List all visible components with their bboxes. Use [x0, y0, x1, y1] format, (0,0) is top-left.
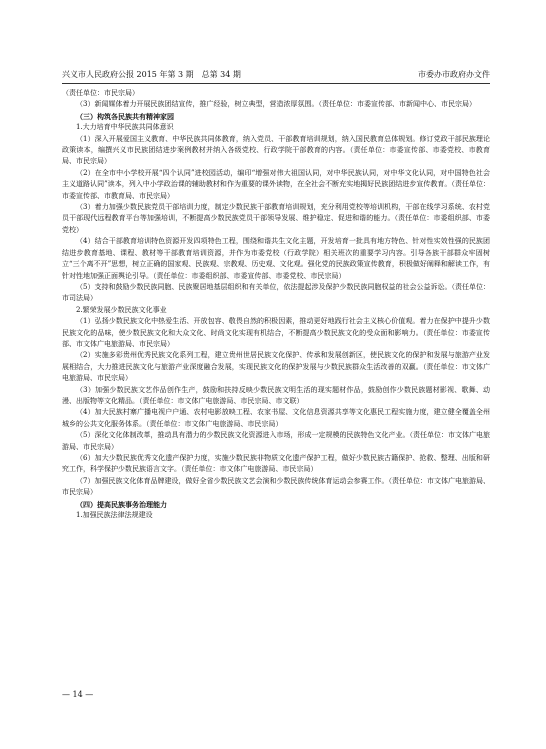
body-paragraph: 2.繁荣发展少数民族文化事业	[76, 305, 167, 314]
body-paragraph: （6）加大少数民族优秀文化遗产保护力度，实施少数民族非物质文化遗产保护工程，做好少数民族古籍保护、抢救、整理、出版和研究工作，科学保护少数民族语言文字。（责任单位：市文体广电旅游局、市民宗局）	[62, 454, 490, 474]
body-paragraph: （4）加大民族村寨广播电视户户通、农村电影放映工程、农家书屋、文化信息资源共享等文化惠民工程实施力度，建立健全覆盖全州城乡的公共文化服务体系。（责任单位：市文体广电旅游局、市民宗局）	[62, 408, 490, 428]
body-paragraph: （2）实施多彩贵州优秀民族文化系列工程，建立贵州世居民族文化保护、传承和发展创新区，使民族文化的保护和发展与旅游产业发展相结合，大力推进民族文化与旅游产业深度融合发展，实现民族文化的保护发展与少数民族群众生活改善的双赢。（责任单位：市文体广电旅游局、市民宗局）	[62, 351, 490, 383]
body-paragraph: （责任单位：市民宗局）	[62, 89, 139, 97]
body-paragraph: 1.加强民族法律法规建设	[76, 511, 153, 520]
body-paragraph: （1）弘扬少数民族文化中热爱生活、开放包容、敬畏自然的积极因素，推动更好地践行社会主义核心价值观。着力在保护中提升少数民族文化的品味，使少数民族文化和大众文化、时尚文化实现有机结合，不断提高少数民族文化的受众面和影响力。（责任单位：市委宣传部、市文体广电旅游局、市民宗局）	[62, 317, 490, 348]
header-rule	[62, 83, 490, 84]
body-paragraph: （7）加强民族文化体育品牌建设，做好全省少数民族文艺会演和少数民族传统体育运动会参赛工作。（责任单位：市文体广电旅游局、市民宗局）	[62, 476, 490, 497]
body-paragraph: 1.大力培育中华民族共同体意识	[76, 123, 174, 132]
header-left: 兴义市人民政府公报 2015 年第 3 期 总第 34 期	[62, 70, 241, 79]
running-header	[62, 70, 490, 80]
body-paragraph: （4）结合干部教育培训特色资源开发四项特色工程，围绕和谐共生文化主题，开发培育一批具有地方特色、针对性实效性强的民族团结进步教育基地、课程、教材等干部教育培训资源，并作为市委党校（行政学院）相关班次的重要学习内容。引导各族干部群众牢固树立“三个离不开”思想，树立正确的国家观、民族观、宗教观、历史观、文化观。强化党的民族政策宣传教育，积极做好阐释和解读工作，有针对性地加强正面舆论引导。（责任单位：市委组织部、市委宣传部、市委党校、市民宗局）	[62, 237, 490, 280]
body-paragraph: （5）深化文化体制改革，推动具有潜力的少数民族文化资源进入市场，形成一定规模的民族特色文化产业。（责任单位：市文体广电旅游局、市民宗局）	[62, 431, 490, 451]
body-paragraph: （1）深入开展爱国主义教育、中华民族共同体教育，纳入党员、干部教育培训规划，纳入国民教育总体规划。修订党政干部民族理论政策读本，编撰兴义市民族团结进步案例教材并纳入各级党校、行政学院干部教育的内容。（责任单位：市委宣传部、市委党校、市教育局、市民宗局）	[62, 134, 490, 166]
body-paragraph: （5）支持和鼓励少数民族同胞、民族聚居地基层组织和有关单位，依法提起涉及保护少数民族同胞权益的社会公益诉讼。（责任单位：市司法局）	[62, 282, 490, 303]
header-right: 市委办市政府办文件	[418, 70, 490, 79]
body-paragraph: （3）着力加强少数民族党员干部培训力度，制定少数民族干部教育培训规划，充分利用党校等培训机构，干部在线学习系统、农村党员干部现代远程教育平台等加强培训，不断提高少数民族党员干部领导发展、维护稳定、促进和谐的能力。（责任单位：市委组织部、市委党校）	[62, 203, 490, 234]
body-paragraph: （3）加强少数民族文艺作品创作生产，鼓励和扶持反映少数民族文明生活的现实题材作品，鼓励创作少数民族题材影视、歌舞、动漫、出版物等文化精品。（责任单位：市文体广电旅游局、市民宗局、市文联）	[62, 385, 490, 405]
body-paragraph: （2）在全市中小学校开展“四个认同”进校园活动，编印“增强对伟大祖国认同，对中华民族认同，对中华文化认同，对中国特色社会主义道路认同”读本，列入中小学政治课的辅助教材和作为重要的课外读物，在全社会不断充实地揭好民族团结进步宣传教育。（责任单位：市委宣传部、市教育局、市民宗局）	[62, 168, 490, 200]
page-number: — 14 —	[62, 690, 94, 699]
section-heading: （三）构筑各民族共有精神家园	[76, 111, 174, 121]
section-heading: （四）提高民族事务治理能力	[76, 499, 167, 509]
document-body	[62, 88, 490, 521]
body-paragraph: （3）新闻媒体着力开展民族团结宣传，推广经验，树立典型，营造浓厚氛围。（责任单位：市委宣传部、市新闻中心、市民宗局）	[76, 100, 476, 109]
